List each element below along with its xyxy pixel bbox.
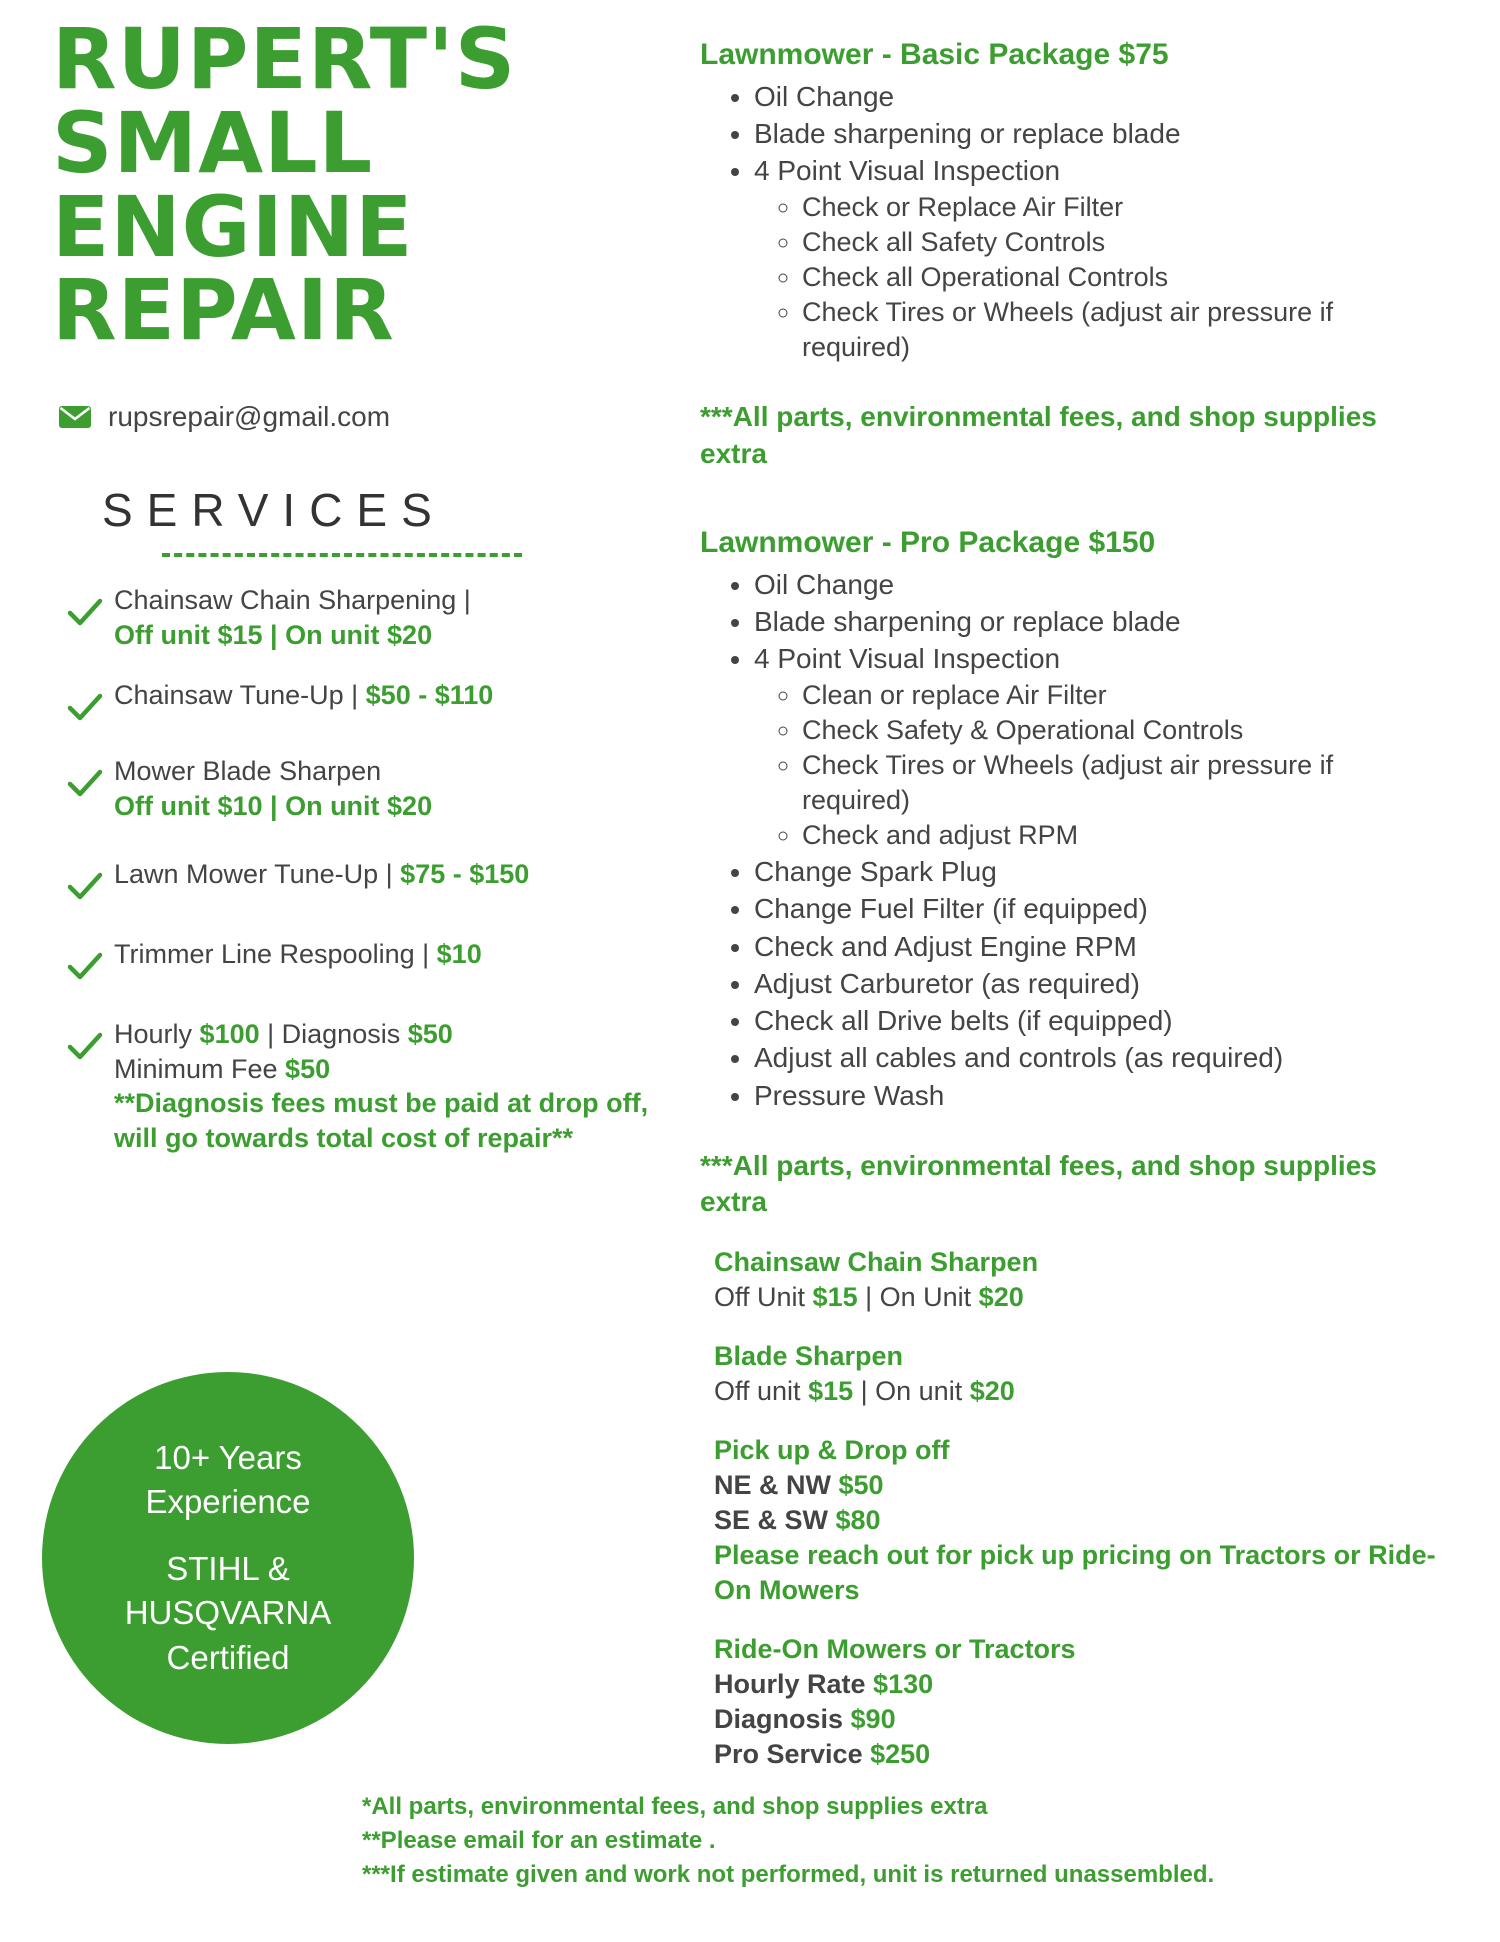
bullet-text: Adjust all cables and controls (as required) (754, 1042, 1284, 1074)
badge-line-2: Experience (145, 1483, 311, 1521)
hourly-label: Hourly (114, 1019, 193, 1050)
price: $50 (838, 1469, 884, 1500)
diagnosis-price: $50 (407, 1019, 453, 1050)
badge-line-3: STIHL & (166, 1549, 290, 1587)
minimum-fee-label: Minimum Fee (114, 1053, 278, 1084)
package-pro (700, 526, 1440, 1221)
package-pro-bullets (726, 566, 1440, 1114)
list-item (802, 818, 1440, 853)
price: $250 (870, 1739, 931, 1770)
email-address: rupsrepair@gmail.com (108, 401, 391, 433)
brand-line-3: ENGINE (52, 177, 414, 276)
label: Hourly Rate (714, 1669, 874, 1700)
footer-notes (362, 1790, 1442, 1892)
mini-block-line (714, 1374, 1440, 1409)
sub-bullet-text: Check Tires or Wheels (adjust air pressure if required) (802, 296, 1334, 363)
price: $80 (835, 1504, 881, 1535)
mini-block-line (714, 1280, 1440, 1315)
sub-bullets (774, 190, 1440, 365)
list-item (802, 748, 1440, 818)
label: Diagnosis (714, 1704, 851, 1735)
label: Off Unit (714, 1281, 813, 1312)
list-item (754, 928, 1440, 965)
service-2-label: Chainsaw Tune-Up | (114, 680, 359, 711)
mini-block-rideon-tractors (714, 1634, 1440, 1772)
sub-bullet-text: Check Tires or Wheels (adjust air pressure if required) (802, 749, 1334, 815)
bullet-text: Oil Change (754, 568, 895, 600)
list-item (802, 678, 1440, 713)
check-icon (66, 595, 104, 633)
service-text (114, 1017, 652, 1155)
sub-bullet-text: Clean or replace Air Filter (802, 679, 1107, 710)
footer-line-2: **Please email for an estimate . (362, 1827, 716, 1855)
service-4-price: $75 - $150 (400, 859, 530, 890)
service-4-label: Lawn Mower Tune-Up | (114, 859, 393, 890)
list-item (754, 152, 1440, 365)
list-item (754, 1077, 1440, 1114)
brand-line-4: REPAIR (52, 261, 395, 360)
mini-block-chainsaw-sharpen (714, 1247, 1440, 1315)
minimum-fee-price: $50 (285, 1053, 331, 1084)
bullet-text: Blade sharpening or replace blade (754, 606, 1181, 638)
sub-bullet-text: Check or Replace Air Filter (802, 191, 1124, 222)
package-pro-footnote: ***All parts, environmental fees, and shop supplies extra (700, 1149, 1377, 1218)
list-item (802, 713, 1440, 748)
mail-icon (58, 405, 92, 429)
mini-block-pickup-dropoff (714, 1435, 1440, 1608)
badge-line-4: HUSQVARNA (124, 1594, 332, 1632)
mini-block-title: Ride-On Mowers or Tractors (714, 1634, 1076, 1665)
bullet-text: Oil Change (754, 81, 895, 112)
spacer (700, 472, 1440, 526)
bullet-text: Change Spark Plug (754, 856, 997, 888)
list-item (754, 890, 1440, 927)
list-item (754, 115, 1440, 152)
list-item (66, 857, 652, 907)
list-item (802, 190, 1440, 225)
service-text (114, 754, 432, 823)
check-icon (66, 766, 104, 804)
price: $20 (978, 1281, 1024, 1312)
list-item (754, 853, 1440, 890)
mini-block-blade-sharpen (714, 1341, 1440, 1409)
service-text (114, 678, 493, 713)
sub-bullet-text: Check all Operational Controls (802, 261, 1169, 292)
check-icon (66, 949, 104, 987)
price: $15 (808, 1375, 854, 1406)
label: SE & SW (714, 1504, 836, 1535)
list-item (754, 640, 1440, 853)
mini-block-line (714, 1468, 1440, 1503)
mini-block-title: Pick up & Drop off (714, 1434, 950, 1465)
list-item (754, 566, 1440, 603)
hourly-price: $100 (199, 1019, 260, 1050)
price: $20 (969, 1375, 1015, 1406)
list-item (66, 583, 652, 652)
experience-badge (42, 1372, 414, 1744)
list-item (754, 965, 1440, 1002)
service-text (114, 937, 482, 972)
service-text (114, 857, 529, 892)
badge-line-1: 10+ Years (154, 1438, 302, 1476)
list-item (754, 1039, 1440, 1076)
label: | On unit (853, 1375, 970, 1406)
package-basic (700, 38, 1440, 472)
price: $130 (873, 1669, 934, 1700)
mini-block-line (714, 1667, 1440, 1702)
package-basic-title: Lawnmower - Basic Package $75 (700, 38, 1169, 71)
brand-title (52, 10, 652, 360)
service-1-line2: Off unit $15 | On unit $20 (114, 619, 433, 650)
list-item (66, 754, 652, 823)
package-basic-footnote: ***All parts, environmental fees, and shop supplies extra (700, 401, 1377, 469)
diagnosis-label: | Diagnosis (267, 1019, 401, 1050)
bullet-text: Change Fuel Filter (if equipped) (754, 893, 1148, 925)
sub-bullet-text: Check Safety & Operational Controls (802, 714, 1244, 745)
bullet-text: Check and Adjust Engine RPM (754, 930, 1137, 962)
mini-block-title: Blade Sharpen (714, 1340, 904, 1371)
bullet-text: Pressure Wash (754, 1079, 945, 1111)
list-item (802, 260, 1440, 295)
check-icon (66, 1029, 104, 1067)
label: NE & NW (714, 1469, 839, 1500)
service-3-line2: Off unit $10 | On unit $20 (114, 790, 433, 821)
list-item (66, 678, 652, 728)
diagnosis-note: **Diagnosis fees must be paid at drop off, will go towards total cost of repair** (114, 1088, 649, 1154)
pickup-note: Please reach out for pick up pricing on Tractors or Ride-On Mowers (714, 1539, 1436, 1606)
bullet-text: Blade sharpening or replace blade (754, 118, 1181, 150)
services-heading: SERVICES (102, 484, 446, 537)
list-item (802, 225, 1440, 260)
package-basic-bullets (726, 78, 1440, 365)
list-item (66, 1017, 652, 1155)
mini-block-line (714, 1503, 1440, 1538)
brand-line-2: SMALL (52, 93, 374, 192)
check-icon (66, 869, 104, 907)
mini-block-line (714, 1737, 1440, 1772)
package-pro-title: Lawnmower - Pro Package $150 (700, 525, 1156, 559)
brand-line-1: RUPERT'S (52, 10, 517, 108)
service-3-line1: Mower Blade Sharpen (114, 756, 382, 787)
email-row[interactable] (58, 401, 652, 433)
service-5-label: Trimmer Line Respooling | (114, 939, 430, 970)
price: $15 (812, 1281, 858, 1312)
service-2-price: $50 - $110 (365, 680, 494, 711)
check-icon (66, 690, 104, 728)
service-text (114, 583, 471, 652)
footer-line-1: *All parts, environmental fees, and shop supplies extra (362, 1793, 988, 1820)
divider (162, 553, 522, 557)
bullet-text: 4 Point Visual Inspection (754, 155, 1061, 187)
mini-block-line (714, 1702, 1440, 1737)
right-column (700, 38, 1440, 1772)
list-item (754, 603, 1440, 640)
bullet-text: Check all Drive belts (if equipped) (754, 1005, 1173, 1037)
footer-line-3: ***If estimate given and work not performed, unit is returned unassembled. (362, 1861, 1215, 1889)
label: Pro Service (714, 1739, 871, 1770)
list-item (754, 1002, 1440, 1039)
service-5-price: $10 (436, 939, 482, 970)
price: $90 (850, 1704, 896, 1735)
bullet-text: Adjust Carburetor (as required) (754, 967, 1140, 999)
left-column (52, 10, 652, 1182)
label: Off unit (714, 1375, 809, 1406)
sub-bullets (774, 678, 1440, 853)
sub-bullet-text: Check all Safety Controls (802, 226, 1106, 257)
label: | On Unit (857, 1281, 979, 1312)
list-item (66, 937, 652, 987)
bullet-text: 4 Point Visual Inspection (754, 643, 1061, 675)
mini-block-title: Chainsaw Chain Sharpen (714, 1246, 1039, 1277)
badge-line-5: Certified (166, 1638, 290, 1676)
list-item (754, 78, 1440, 115)
list-item (802, 295, 1440, 365)
sub-bullet-text: Check and adjust RPM (802, 820, 1079, 851)
services-list (66, 583, 652, 1155)
service-1-line1: Chainsaw Chain Sharpening | (114, 585, 471, 616)
